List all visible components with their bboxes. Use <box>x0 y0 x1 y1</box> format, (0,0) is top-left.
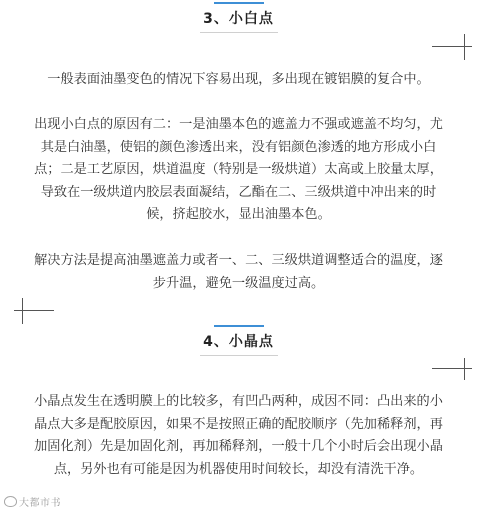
weibo-icon <box>4 496 17 507</box>
section-title: 4、小晶点 <box>203 334 274 350</box>
section-accent-line <box>214 2 264 4</box>
paragraph: 出现小白点的原因有二：一是油墨本色的遮盖力不强或遮盖不均匀，尤其是白油墨，使铝的颜色渗透出来，没有铝颜色渗透的地方形成小白点；二是工艺原因，烘道温度（特别是一级烘道）太高或上胶量太厚，导致在一级烘道内胶层表面凝结，乙酯在二、三级烘道中冲出来的时候，挤起胶水，显出油墨本色。 <box>34 117 443 222</box>
section-title: 3、小白点 <box>203 11 274 27</box>
watermark-text: 大都市书 <box>19 498 61 509</box>
watermark <box>4 494 61 509</box>
paragraph: 解决方法是提高油墨遮盖力或者一、二、三级烘道调整适合的温度，逐步升温，避免一级温度过高。 <box>34 253 443 291</box>
section-divider <box>200 32 278 33</box>
paragraph: 小晶点发生在透明膜上的比较多，有凹凸两种，成因不同：凸出来的小晶点大多是配胶原因，如果不是按照正确的配胶顺序（先加稀释剂，再加固化剂）先是加固化剂，再加稀释剂，一般十几个小时后会出现小晶点，另外也有可能是因为机器使用时间较长，却没有清洗干净。 <box>34 394 443 477</box>
paragraph: 一般表面油墨变色的情况下容易出现，多出现在镀铝膜的复合中。 <box>47 72 430 87</box>
section-accent-line <box>214 325 264 327</box>
section-divider <box>200 355 278 356</box>
